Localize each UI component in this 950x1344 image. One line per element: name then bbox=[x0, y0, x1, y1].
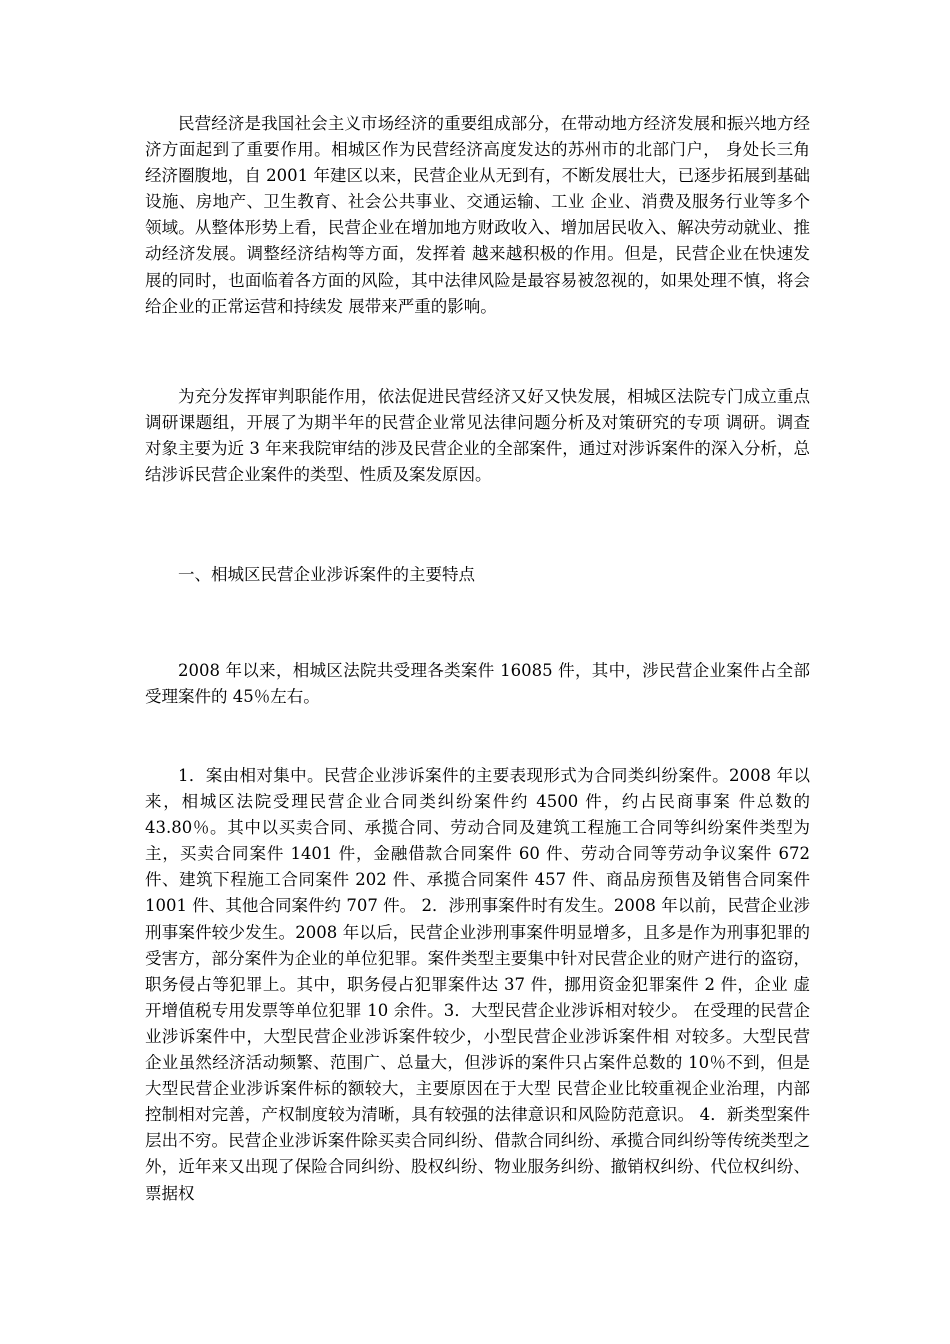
paragraph-case-characteristics: 1．案由相对集中。民营企业涉诉案件的主要表现形式为合同类纠纷案件。2008 年以来，相城区法院受理民营企业合同类纠纷案件约 4500 件，约占民商事案 件总数的 43.80％。其中以买卖合同、承揽合同、劳动合同及建筑工程施工合同等纠纷案件类型为主，买卖合同案件 1401 件，金融借款合同案件 60 件、劳动合同等劳动争议案件 672 件、建筑下程施工合同案件 202 件、承揽合同案件 457 件、商品房预售及销售合同案件 1001 件、其他合同案件约 707 件。 2．涉刑事案件时有发生。2008 年以前，民营企业涉刑事案件较少发生。2008 年以后，民营企业涉刑事案件明显增多，且多是作为刑事犯罪的受害方，部分案件为企业的单位犯罪。案件类型主要集中针对民营企业的财产进行的盗窃，职务侵占等犯罪上。其中，职务侵占犯罪案件达 37 件，挪用资金犯罪案件 2 件，企业 虚开增值税专用发票等单位犯罪 10 余件。3．大型民营企业涉诉相对较少。 在受理的民营企业涉诉案件中，大型民营企业涉诉案件较少，小型民营企业涉诉案件相 对较多。大型民营企业虽然经济活动频繁、范围广、总量大，但涉诉的案件只占案件总数的 10％不到，但是大型民营企业涉诉案件标的额较大，主要原因在于大型 民营企业比较重视企业治理，内部控制相对完善，产权制度较为清晰，具有较强的法律意识和风险防范意识。 4．新类型案件层出不穷。民营企业涉诉案件除买卖合同纠纷、借款合同纠纷、承揽合同纠纷等传统类型之外，近年来又出现了保险合同纠纷、股权纠纷、物业服务纠纷、撤销权纠纷、代位权纠纷、票据权 bbox=[145, 766, 810, 1203]
paragraph-research-background: 为充分发挥审判职能作用，依法促进民营经济又好又快发展，相城区法院专门成立重点调研课题组，开展了为期半年的民营企业常见法律问题分析及对策研究的专项 调研。调查对象主要为近 3 年来我院审结的涉及民营企业的全部案件，通过对涉诉案件的深入分析，总结涉诉民营企业案件的类型、性质及案发原因。 bbox=[145, 387, 810, 485]
section-heading: 一、相城区民营企业涉诉案件的主要特点 bbox=[178, 565, 475, 584]
paragraph-introduction: 民营经济是我国社会主义市场经济的重要组成部分，在带动地方经济发展和振兴地方经济方面起到了重要作用。相城区作为民营经济高度发达的苏州市的北部门户， 身处长三角经济圈腹地，自 2001 年建区以来，民营企业从无到有，不断发展壮大，已逐步拓展到基础设施、房地产、卫生教育、社会公共事业、交通运输、工业 企业、消费及服务行业等多个领域。从整体形势上看，民营企业在增加地方财政收入、增加居民收入、解决劳动就业、推动经济发展。调整经济结构等方面，发挥着 越来越积极的作用。但是，民营企业在快速发展的同时，也面临着各方面的风险，其中法律风险是最容易被忽视的，如果处理不慎，将会给企业的正常运营和持续发 展带来严重的影响。 bbox=[145, 114, 810, 316]
paragraph-case-statistics: 2008 年以来，相城区法院共受理各类案件 16085 件，其中，涉民营企业案件占全部受理案件的 45％左右。 bbox=[145, 661, 810, 707]
